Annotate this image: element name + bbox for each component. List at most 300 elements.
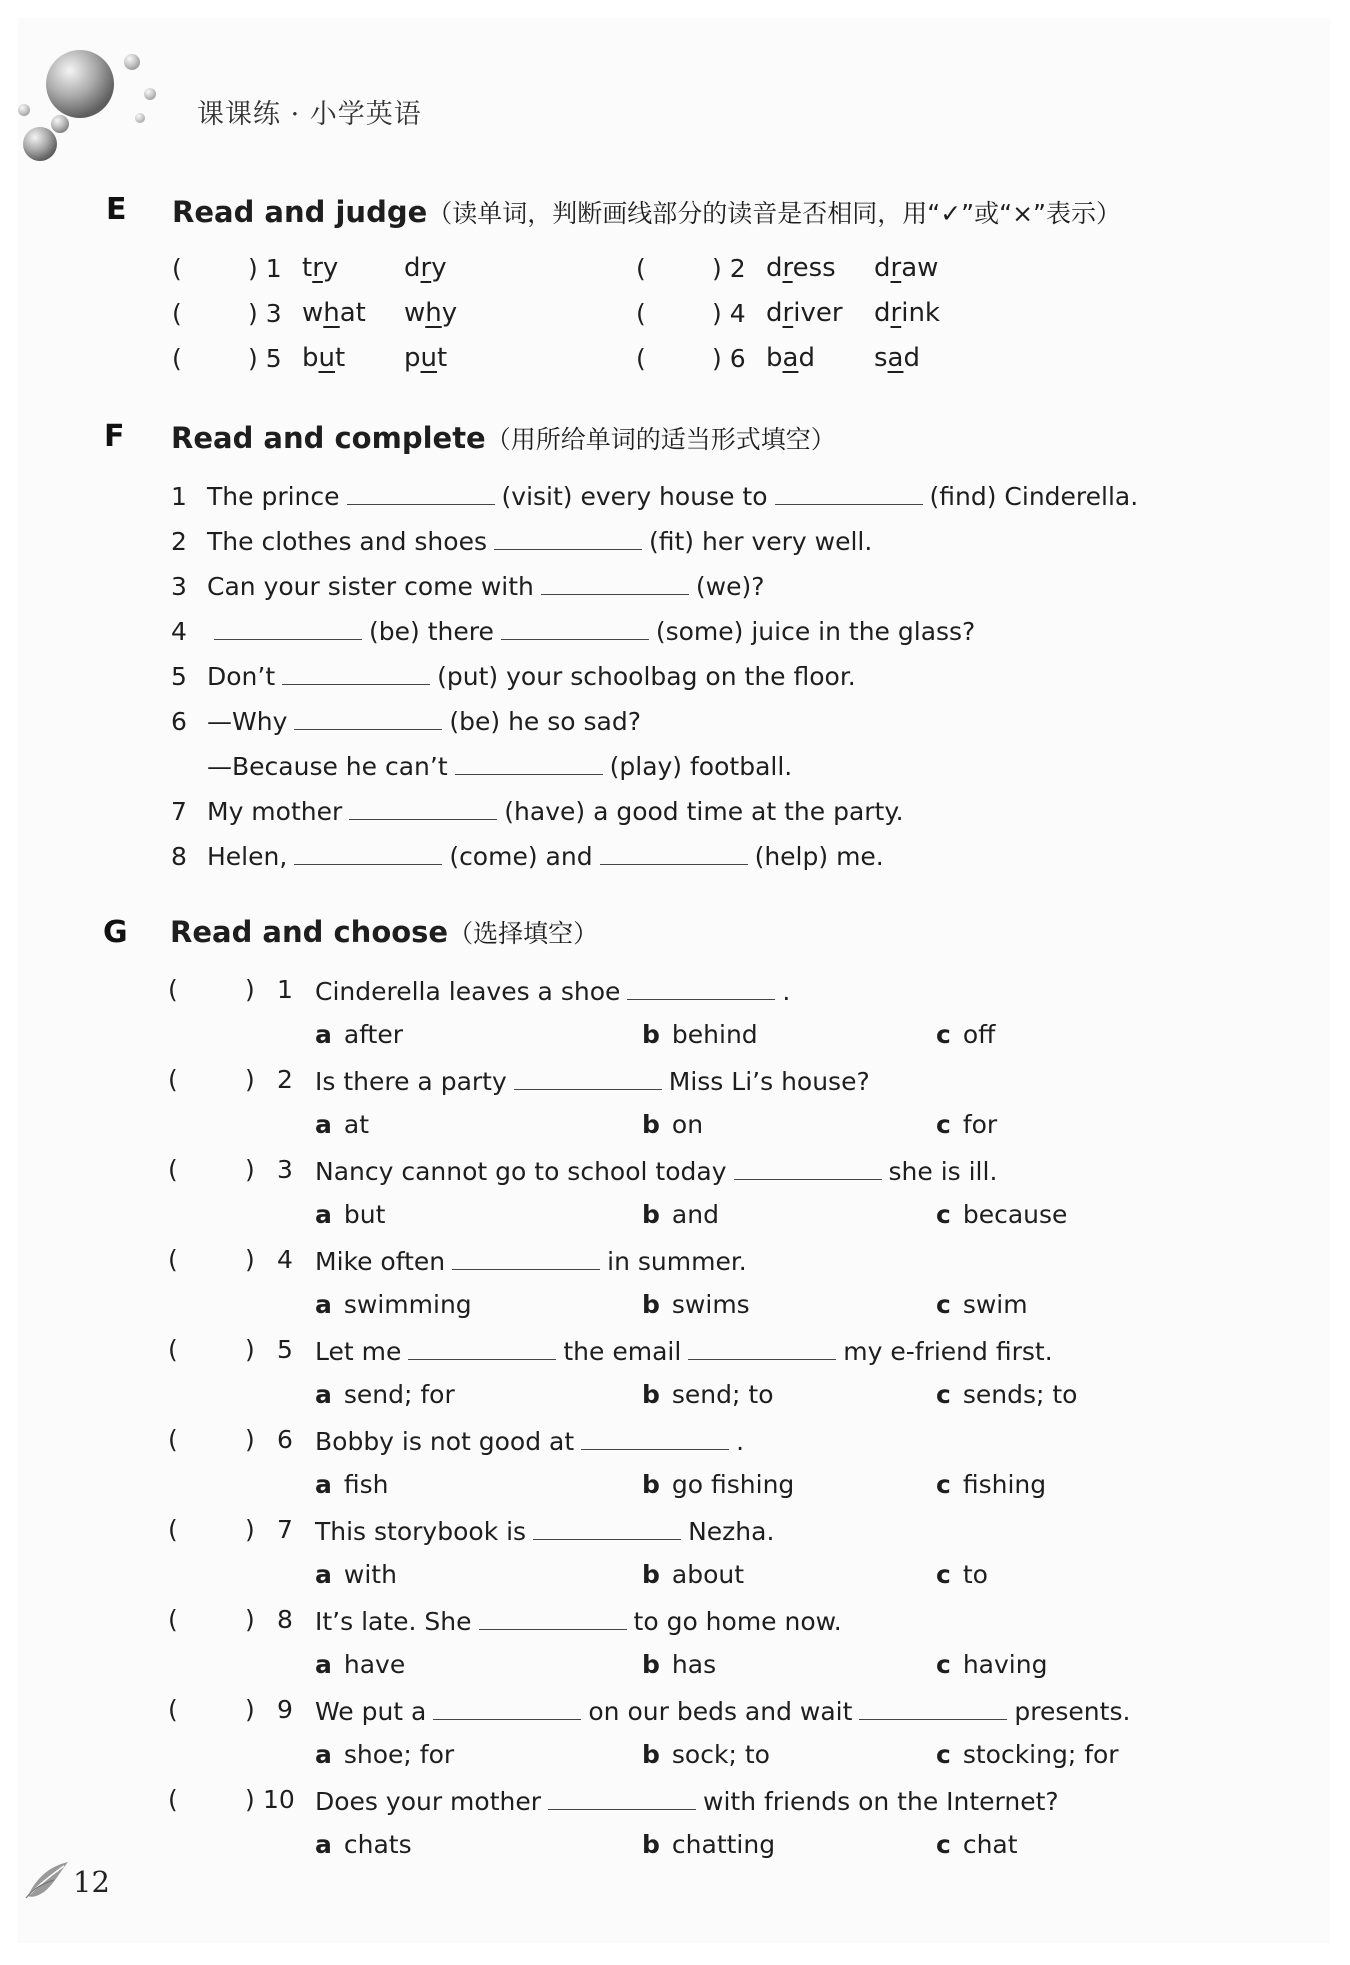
bubbles-decoration-icon [14, 36, 164, 171]
question-stem [315, 1245, 747, 1279]
judge-word [766, 343, 815, 373]
sentence [207, 480, 1138, 514]
answer-box[interactable] [184, 1425, 240, 1457]
option-text: has [671, 1650, 717, 1679]
judge-word [302, 343, 345, 373]
underlined-letter: a [782, 343, 799, 373]
question-number: 6 [277, 1425, 293, 1454]
option-text: but [343, 1200, 386, 1229]
answer-blank[interactable] [775, 480, 923, 505]
question-number: 2 [277, 1065, 293, 1094]
section-e-title-en: Read and judge [172, 195, 428, 229]
stem-part: Let me [315, 1337, 402, 1366]
answer-paren-close: ) [245, 1695, 255, 1724]
judge-word [404, 343, 447, 373]
option-text: fish [343, 1470, 389, 1499]
option-text: at [343, 1110, 369, 1139]
underlined-letter: r [890, 253, 902, 283]
answer-paren-close: ) [245, 1245, 255, 1274]
section-f-title-cn: （用所给单词的适当形式填空） [485, 425, 836, 454]
stem-part: in summer. [607, 1247, 747, 1276]
judge-word [874, 253, 938, 283]
option-text: stocking; for [962, 1740, 1119, 1769]
option-text: with [343, 1560, 397, 1589]
word-part: ess [792, 253, 836, 283]
word-part: d [404, 253, 421, 283]
option-b[interactable] [642, 1740, 770, 1769]
option-b[interactable] [642, 1110, 703, 1139]
option-text: after [343, 1020, 404, 1049]
option-letter: c [936, 1290, 951, 1319]
underlined-letter: a [887, 343, 904, 373]
question-stem [315, 1155, 997, 1189]
answer-paren-close: ) [245, 1425, 255, 1454]
sentence-part: The prince [207, 482, 340, 511]
option-b[interactable] [642, 1470, 794, 1499]
stem-part: on our beds and wait [588, 1697, 853, 1726]
underlined-letter: r [782, 253, 793, 283]
answer-paren-open: ( [172, 254, 182, 283]
answer-paren-open: ( [636, 344, 646, 373]
option-b[interactable] [642, 1650, 716, 1679]
stem-part: presents. [1014, 1697, 1131, 1726]
option-text: chatting [671, 1830, 776, 1859]
answer-box[interactable] [184, 1515, 240, 1547]
answer-paren-open: ( [172, 344, 182, 373]
stem-part: . [736, 1427, 745, 1456]
question-stem [315, 1515, 774, 1549]
answer-box[interactable] [184, 1785, 240, 1817]
option-text: off [962, 1020, 996, 1049]
option-text: chat [962, 1830, 1018, 1859]
answer-box[interactable] [184, 975, 240, 1007]
answer-paren-open: ( [168, 1785, 178, 1814]
sentence [207, 705, 641, 739]
option-text: swims [671, 1290, 750, 1319]
question-number: 9 [277, 1695, 293, 1724]
answer-paren-open: ( [636, 299, 646, 328]
judge-word [766, 298, 843, 328]
answer-paren-close: ) [245, 1065, 255, 1094]
word-part: aw [901, 253, 939, 283]
answer-box[interactable] [650, 299, 706, 331]
judge-word [404, 298, 457, 328]
line-number: 7 [171, 797, 187, 826]
option-c[interactable] [936, 1200, 1067, 1229]
answer-paren-close: ) [245, 1515, 255, 1544]
word-part: y [441, 298, 458, 328]
answer-paren-open: ( [636, 254, 646, 283]
judge-word [766, 253, 836, 283]
answer-box[interactable] [186, 254, 242, 286]
option-letter: a [315, 1650, 332, 1679]
option-c[interactable] [936, 1470, 1046, 1499]
judge-word [874, 298, 940, 328]
answer-blank[interactable] [294, 840, 442, 865]
option-letter: a [315, 1380, 332, 1409]
word-part: d [766, 298, 783, 328]
option-text: have [343, 1650, 406, 1679]
option-c[interactable] [936, 1650, 1047, 1679]
option-text: sends; to [962, 1380, 1078, 1409]
option-text: because [962, 1200, 1068, 1229]
question-stem [315, 1425, 744, 1459]
sentence-part: (visit) every house to [501, 482, 768, 511]
answer-box[interactable] [184, 1245, 240, 1277]
option-text: swimming [343, 1290, 472, 1319]
underlined-letter: u [318, 343, 335, 373]
word-part: ink [901, 298, 940, 328]
line-number: 8 [171, 842, 187, 871]
option-letter: a [315, 1200, 332, 1229]
section-g-title [170, 914, 598, 950]
section-f-title [171, 420, 836, 456]
answer-paren-open: ( [168, 1425, 178, 1454]
question-stem [315, 1785, 1059, 1819]
option-text: send; for [343, 1380, 455, 1409]
sentence [207, 570, 765, 604]
option-a[interactable] [315, 1380, 455, 1409]
stem-part: my e-friend first. [843, 1337, 1053, 1366]
option-text: and [671, 1200, 719, 1229]
leaf-decoration-icon [24, 1858, 74, 1900]
answer-paren-open: ( [168, 1695, 178, 1724]
underlined-letter: r [312, 253, 323, 283]
option-letter: c [936, 1380, 951, 1409]
sentence-part: (come) and [449, 842, 593, 871]
option-letter: a [315, 1020, 332, 1049]
answer-paren-open: ( [168, 975, 178, 1004]
option-text: to [962, 1560, 988, 1589]
section-f-title-en: Read and complete [171, 421, 486, 455]
option-text: chats [343, 1830, 412, 1859]
option-letter: a [315, 1110, 332, 1139]
stem-part: the email [563, 1337, 682, 1366]
stem-part: Nancy cannot go to school today [315, 1157, 727, 1186]
option-b[interactable] [642, 1560, 744, 1589]
answer-box[interactable] [184, 1335, 240, 1367]
word-part: s [874, 343, 888, 373]
option-text: shoe; for [343, 1740, 455, 1769]
answer-box[interactable] [184, 1155, 240, 1187]
option-letter: b [642, 1830, 660, 1859]
answer-paren-close: ) [245, 975, 255, 1004]
answer-blank[interactable] [600, 840, 748, 865]
answer-blank[interactable] [294, 705, 442, 730]
question-number: 7 [277, 1515, 293, 1544]
section-e-title-cn: （读单词，判断画线部分的读音是否相同，用“✓”或“×”表示） [427, 199, 1121, 228]
option-letter: c [936, 1020, 951, 1049]
option-letter: c [936, 1110, 951, 1139]
option-letter: b [642, 1290, 660, 1319]
option-text: sock; to [671, 1740, 770, 1769]
answer-blank[interactable] [214, 615, 362, 640]
sentence-part: —Because he can’t [207, 752, 448, 781]
option-letter: c [936, 1650, 951, 1679]
option-text: having [962, 1650, 1048, 1679]
answer-blank[interactable] [347, 480, 495, 505]
option-letter: c [936, 1740, 951, 1769]
option-text: fishing [962, 1470, 1047, 1499]
item-number: ) 6 [712, 344, 746, 373]
answer-blank[interactable] [859, 1695, 1007, 1720]
sentence-part: (some) juice in the glass? [655, 617, 976, 646]
answer-paren-open: ( [168, 1335, 178, 1364]
sentence-part: Don’t [207, 662, 276, 691]
word-part: y [322, 253, 339, 283]
option-text: send; to [671, 1380, 774, 1409]
stem-part: Is there a party [315, 1067, 507, 1096]
stem-part: . [782, 977, 791, 1006]
option-letter: c [936, 1830, 951, 1859]
line-number: 2 [171, 527, 187, 556]
answer-blank[interactable] [433, 1695, 581, 1720]
answer-blank[interactable] [479, 1605, 627, 1630]
word-part: b [766, 343, 783, 373]
option-letter: c [936, 1200, 951, 1229]
item-number: ) 5 [248, 344, 282, 373]
option-a[interactable] [315, 1560, 397, 1589]
question-stem [315, 1065, 870, 1099]
answer-box[interactable] [184, 1605, 240, 1637]
answer-blank[interactable] [548, 1785, 696, 1810]
answer-blank[interactable] [408, 1335, 556, 1360]
option-b[interactable] [642, 1020, 758, 1049]
stem-part: Cinderella leaves a shoe [315, 977, 621, 1006]
sentence-part: (fit) her very well. [648, 527, 873, 556]
option-c[interactable] [936, 1290, 1028, 1319]
answer-blank[interactable] [541, 570, 689, 595]
word-part: w [302, 298, 324, 328]
question-number: 8 [277, 1605, 293, 1634]
option-a[interactable] [315, 1020, 403, 1049]
answer-blank[interactable] [494, 525, 642, 550]
word-part: b [302, 343, 319, 373]
option-letter: b [642, 1560, 660, 1589]
stem-part: Mike often [315, 1247, 446, 1276]
option-c[interactable] [936, 1740, 1119, 1769]
word-part: d [798, 343, 815, 373]
sentence-part: Can your sister come with [207, 572, 534, 601]
judge-word [302, 253, 338, 283]
sentence [207, 795, 904, 829]
underlined-letter: h [425, 298, 442, 328]
question-number: 10 [263, 1785, 295, 1814]
option-c[interactable] [936, 1020, 995, 1049]
answer-blank[interactable] [349, 795, 497, 820]
option-text: on [671, 1110, 704, 1139]
sentence-part: (we)? [695, 572, 765, 601]
word-part: w [404, 298, 426, 328]
book-title: 课课练 · 小学英语 [197, 99, 422, 130]
section-g-title-en: Read and choose [170, 915, 449, 949]
sentence-part: (play) football. [609, 752, 793, 781]
section-g-title-cn: （选择填空） [448, 919, 599, 948]
answer-blank[interactable] [455, 750, 603, 775]
sentence-part: (be) he so sad? [449, 707, 641, 736]
answer-paren-close: ) [245, 1335, 255, 1364]
option-letter: c [936, 1470, 951, 1499]
option-c[interactable] [936, 1830, 1018, 1859]
question-stem [315, 975, 790, 1009]
answer-paren-close: ) [245, 1785, 255, 1814]
option-text: go fishing [671, 1470, 795, 1499]
answer-paren-close: ) [245, 1155, 255, 1184]
answer-paren-open: ( [168, 1605, 178, 1634]
word-part: t [437, 343, 448, 373]
answer-blank[interactable] [627, 975, 775, 1000]
option-letter: b [642, 1020, 660, 1049]
judge-word [874, 343, 920, 373]
answer-paren-open: ( [168, 1065, 178, 1094]
option-a[interactable] [315, 1740, 454, 1769]
stem-part: with friends on the Internet? [703, 1787, 1059, 1816]
item-number: ) 2 [712, 254, 746, 283]
section-g-letter: G [103, 915, 128, 950]
option-a[interactable] [315, 1830, 412, 1859]
section-e-title [172, 194, 1121, 230]
underlined-letter: r [420, 253, 432, 283]
sentence-part: (have) a good time at the party. [504, 797, 904, 826]
option-letter: b [642, 1470, 660, 1499]
line-number: 1 [171, 482, 187, 511]
answer-box[interactable] [650, 254, 706, 286]
option-text: swim [962, 1290, 1028, 1319]
sentence-part: —Why [207, 707, 288, 736]
option-text: for [962, 1110, 998, 1139]
word-part: d [874, 298, 891, 328]
line-number: 5 [171, 662, 187, 691]
sentence [207, 525, 872, 559]
underlined-letter: r [890, 298, 902, 328]
stem-part: We put a [315, 1697, 427, 1726]
word-part: t [302, 253, 313, 283]
sentence-part: (find) Cinderella. [929, 482, 1139, 511]
option-a[interactable] [315, 1290, 472, 1319]
judge-word [404, 253, 447, 283]
underlined-letter: h [323, 298, 340, 328]
answer-blank[interactable] [514, 1065, 662, 1090]
sentence [207, 615, 975, 649]
sentence-part: My mother [207, 797, 343, 826]
question-stem [315, 1335, 1053, 1369]
option-a[interactable] [315, 1110, 369, 1139]
word-part: t [335, 343, 346, 373]
question-stem [315, 1695, 1130, 1729]
sentence-part: Helen, [207, 842, 288, 871]
stem-part: Nezha. [688, 1517, 775, 1546]
answer-paren-open: ( [168, 1245, 178, 1274]
question-number: 1 [277, 975, 293, 1004]
answer-box[interactable] [186, 344, 242, 376]
item-number: ) 4 [712, 299, 746, 328]
item-number: ) 1 [248, 254, 282, 283]
option-letter: b [642, 1200, 660, 1229]
option-letter: b [642, 1110, 660, 1139]
question-number: 4 [277, 1245, 293, 1274]
answer-blank[interactable] [452, 1245, 600, 1270]
answer-blank[interactable] [734, 1155, 882, 1180]
sentence [207, 660, 856, 694]
answer-box[interactable] [184, 1695, 240, 1727]
option-b[interactable] [642, 1830, 775, 1859]
line-number: 3 [171, 572, 187, 601]
sentence-part: (put) your schoolbag on the floor. [437, 662, 856, 691]
option-letter: a [315, 1290, 332, 1319]
sentence [207, 750, 792, 784]
option-a[interactable] [315, 1470, 389, 1499]
item-number: ) 3 [248, 299, 282, 328]
answer-blank[interactable] [282, 660, 430, 685]
sentence [207, 840, 884, 874]
answer-box[interactable] [186, 299, 242, 331]
option-letter: b [642, 1650, 660, 1679]
answer-blank[interactable] [581, 1425, 729, 1450]
judge-word [302, 298, 366, 328]
stem-part: It’s late. She [315, 1607, 472, 1636]
option-a[interactable] [315, 1650, 405, 1679]
option-b[interactable] [642, 1380, 774, 1409]
answer-blank[interactable] [533, 1515, 681, 1540]
answer-blank[interactable] [501, 615, 649, 640]
stem-part: Miss Li’s house? [668, 1067, 870, 1096]
option-text: behind [671, 1020, 758, 1049]
answer-box[interactable] [650, 344, 706, 376]
word-part: at [339, 298, 366, 328]
answer-box[interactable] [184, 1065, 240, 1097]
page-number: 12 [73, 1865, 110, 1899]
underlined-letter: u [420, 343, 437, 373]
option-b[interactable] [642, 1200, 719, 1229]
option-text: about [671, 1560, 745, 1589]
question-number: 3 [277, 1155, 293, 1184]
option-b[interactable] [642, 1290, 750, 1319]
word-part: d [903, 343, 920, 373]
answer-paren-open: ( [172, 299, 182, 328]
sentence-part: (help) me. [754, 842, 884, 871]
option-c[interactable] [936, 1560, 988, 1589]
question-number: 5 [277, 1335, 293, 1364]
option-a[interactable] [315, 1200, 385, 1229]
option-letter: b [642, 1740, 660, 1769]
stem-part: to go home now. [633, 1607, 842, 1636]
answer-paren-open: ( [168, 1515, 178, 1544]
answer-paren-open: ( [168, 1155, 178, 1184]
stem-part: Bobby is not good at [315, 1427, 575, 1456]
sentence-part: (be) there [369, 617, 494, 646]
stem-part: Does your mother [315, 1787, 542, 1816]
option-letter: a [315, 1830, 332, 1859]
stem-part: This storybook is [315, 1517, 527, 1546]
option-letter: a [315, 1560, 332, 1589]
question-stem [315, 1605, 842, 1639]
option-letter: a [315, 1740, 332, 1769]
sentence-part: The clothes and shoes [207, 527, 487, 556]
underlined-letter: r [782, 298, 794, 328]
word-part: y [431, 253, 447, 283]
option-c[interactable] [936, 1380, 1077, 1409]
word-part: d [874, 253, 891, 283]
word-part: p [404, 343, 421, 373]
answer-paren-close: ) [245, 1605, 255, 1634]
answer-blank[interactable] [688, 1335, 836, 1360]
option-c[interactable] [936, 1110, 997, 1139]
section-f-letter: F [104, 419, 125, 454]
line-number: 6 [171, 707, 187, 736]
option-letter: a [315, 1470, 332, 1499]
word-part: d [766, 253, 783, 283]
line-number: 4 [171, 617, 187, 646]
